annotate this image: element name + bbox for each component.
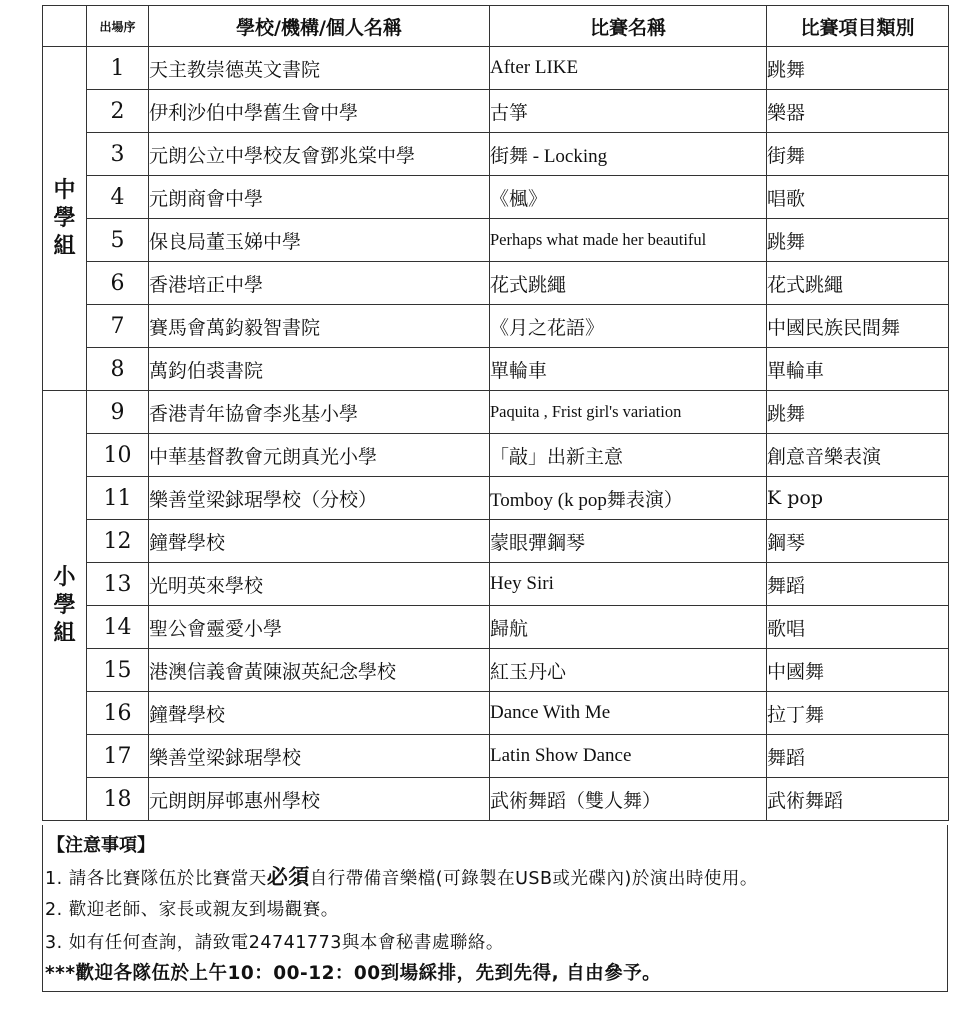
- group-label: [43, 391, 87, 821]
- note-item-3: 3. 如有任何查詢，請致電24741773與本會秘書處聯絡。: [45, 933, 504, 953]
- school-cell: 元朗朗屏邨惠州學校: [149, 778, 490, 821]
- table-row: [43, 563, 949, 606]
- table-row: [43, 348, 949, 391]
- school-cell: 鐘聲學校: [149, 692, 490, 735]
- group-label-char: 學: [53, 205, 76, 231]
- category-cell: 跳舞: [767, 391, 949, 434]
- school-cell: 香港培正中學: [149, 262, 490, 305]
- category-cell: 跳舞: [767, 219, 949, 262]
- category-cell: K pop: [767, 477, 949, 520]
- category-cell: 武術舞蹈: [767, 778, 949, 821]
- title-cell: 歸航: [490, 606, 767, 649]
- title-cell: Dance With Me: [490, 692, 767, 735]
- school-cell: 天主教崇德英文書院: [149, 47, 490, 90]
- table-row: [43, 90, 949, 133]
- table-row: [43, 133, 949, 176]
- title-cell: 古箏: [490, 90, 767, 133]
- category-cell: 唱歌: [767, 176, 949, 219]
- group-label-char: 學: [53, 592, 76, 618]
- notes-section: [42, 825, 948, 992]
- group-label: [43, 47, 87, 391]
- title-cell: Hey Siri: [490, 563, 767, 606]
- school-cell: 光明英來學校: [149, 563, 490, 606]
- order-cell: 13: [87, 563, 149, 606]
- title-cell: 「敲」出新主意: [490, 434, 767, 477]
- note-item-1-prefix: 1. 請各比賽隊伍於比賽當天: [45, 869, 267, 889]
- table-row: [43, 520, 949, 563]
- order-cell: 12: [87, 520, 149, 563]
- table-row: [43, 606, 949, 649]
- title-cell: 《月之花語》: [490, 305, 767, 348]
- table-row: [43, 47, 949, 90]
- school-cell: 伊利沙伯中學舊生會中學: [149, 90, 490, 133]
- order-cell: 16: [87, 692, 149, 735]
- title-cell: Tomboy (k pop舞表演）: [490, 477, 767, 520]
- order-cell: 7: [87, 305, 149, 348]
- category-cell: 街舞: [767, 133, 949, 176]
- category-cell: 舞蹈: [767, 563, 949, 606]
- table-header-row: [43, 6, 949, 47]
- category-cell: 花式跳繩: [767, 262, 949, 305]
- order-cell: 5: [87, 219, 149, 262]
- school-cell: 中華基督教會元朗真光小學: [149, 434, 490, 477]
- notes-heading: 【注意事項】: [47, 835, 155, 856]
- title-cell: Perhaps what made her beautiful: [490, 219, 767, 262]
- category-cell: 拉丁舞: [767, 692, 949, 735]
- title-cell: 花式跳繩: [490, 262, 767, 305]
- order-cell: 6: [87, 262, 149, 305]
- group-label-char: 小: [53, 564, 76, 590]
- school-cell: 港澳信義會黃陳淑英紀念學校: [149, 649, 490, 692]
- category-cell: 鋼琴: [767, 520, 949, 563]
- order-cell: 4: [87, 176, 149, 219]
- note-item-1-suffix: 自行帶備音樂檔(可錄製在USB或光碟內)於演出時使用。: [309, 869, 758, 889]
- schedule-sheet: [42, 0, 948, 994]
- school-cell: 樂善堂梁銶琚學校（分校）: [149, 477, 490, 520]
- table-row: [43, 735, 949, 778]
- order-cell: 8: [87, 348, 149, 391]
- category-cell: 中國舞: [767, 649, 949, 692]
- school-cell: 元朗公立中學校友會鄧兆棠中學: [149, 133, 490, 176]
- table-row: [43, 219, 949, 262]
- category-cell: 單輪車: [767, 348, 949, 391]
- table-row: [43, 434, 949, 477]
- header-order: 出場序: [87, 6, 149, 47]
- title-cell: Latin Show Dance: [490, 735, 767, 778]
- group-label-char: 組: [53, 620, 76, 646]
- school-cell: 鐘聲學校: [149, 520, 490, 563]
- order-cell: 18: [87, 778, 149, 821]
- order-cell: 17: [87, 735, 149, 778]
- title-cell: 紅玉丹心: [490, 649, 767, 692]
- schedule-body: [43, 47, 949, 821]
- order-cell: 11: [87, 477, 149, 520]
- order-cell: 9: [87, 391, 149, 434]
- table-row: [43, 477, 949, 520]
- title-cell: 蒙眼彈鋼琴: [490, 520, 767, 563]
- title-cell: 單輪車: [490, 348, 767, 391]
- order-cell: 3: [87, 133, 149, 176]
- title-cell: 《楓》: [490, 176, 767, 219]
- title-cell: After LIKE: [490, 47, 767, 90]
- table-row: [43, 391, 949, 434]
- note-item-1-emphasis: 必須: [266, 865, 310, 889]
- category-cell: 歌唱: [767, 606, 949, 649]
- school-cell: 聖公會靈愛小學: [149, 606, 490, 649]
- order-cell: 1: [87, 47, 149, 90]
- school-cell: 萬鈞伯裘書院: [149, 348, 490, 391]
- category-cell: 樂器: [767, 90, 949, 133]
- header-school: 學校/機構/個人名稱: [149, 6, 490, 47]
- school-cell: 香港青年協會李兆基小學: [149, 391, 490, 434]
- note-final-reminder: ***歡迎各隊伍於上午10：00-12：00到場綵排，先到先得, 自由參予。: [45, 963, 662, 984]
- table-row: [43, 176, 949, 219]
- title-cell: Paquita , Frist girl's variation: [490, 391, 767, 434]
- school-cell: 元朗商會中學: [149, 176, 490, 219]
- order-cell: 14: [87, 606, 149, 649]
- order-cell: 15: [87, 649, 149, 692]
- category-cell: 舞蹈: [767, 735, 949, 778]
- category-cell: 跳舞: [767, 47, 949, 90]
- note-item-1: [45, 861, 758, 891]
- table-row: [43, 262, 949, 305]
- title-cell: 武術舞蹈（雙人舞）: [490, 778, 767, 821]
- header-group-blank: [43, 6, 87, 47]
- table-row: [43, 649, 949, 692]
- title-cell: 街舞 - Locking: [490, 133, 767, 176]
- table-row: [43, 692, 949, 735]
- order-cell: 10: [87, 434, 149, 477]
- school-cell: 保良局董玉娣中學: [149, 219, 490, 262]
- school-cell: 樂善堂梁銶琚學校: [149, 735, 490, 778]
- header-title: 比賽名稱: [490, 6, 767, 47]
- table-row: [43, 305, 949, 348]
- table-row: [43, 778, 949, 821]
- order-cell: 2: [87, 90, 149, 133]
- performance-schedule-table: [42, 5, 949, 821]
- note-item-2: 2. 歡迎老師、家長或親友到場觀賽。: [45, 900, 339, 920]
- category-cell: 創意音樂表演: [767, 434, 949, 477]
- school-cell: 賽馬會萬鈞毅智書院: [149, 305, 490, 348]
- category-cell: 中國民族民間舞: [767, 305, 949, 348]
- group-label-char: 組: [53, 233, 76, 259]
- header-category: 比賽項目類別: [767, 6, 949, 47]
- group-label-char: 中: [53, 177, 76, 203]
